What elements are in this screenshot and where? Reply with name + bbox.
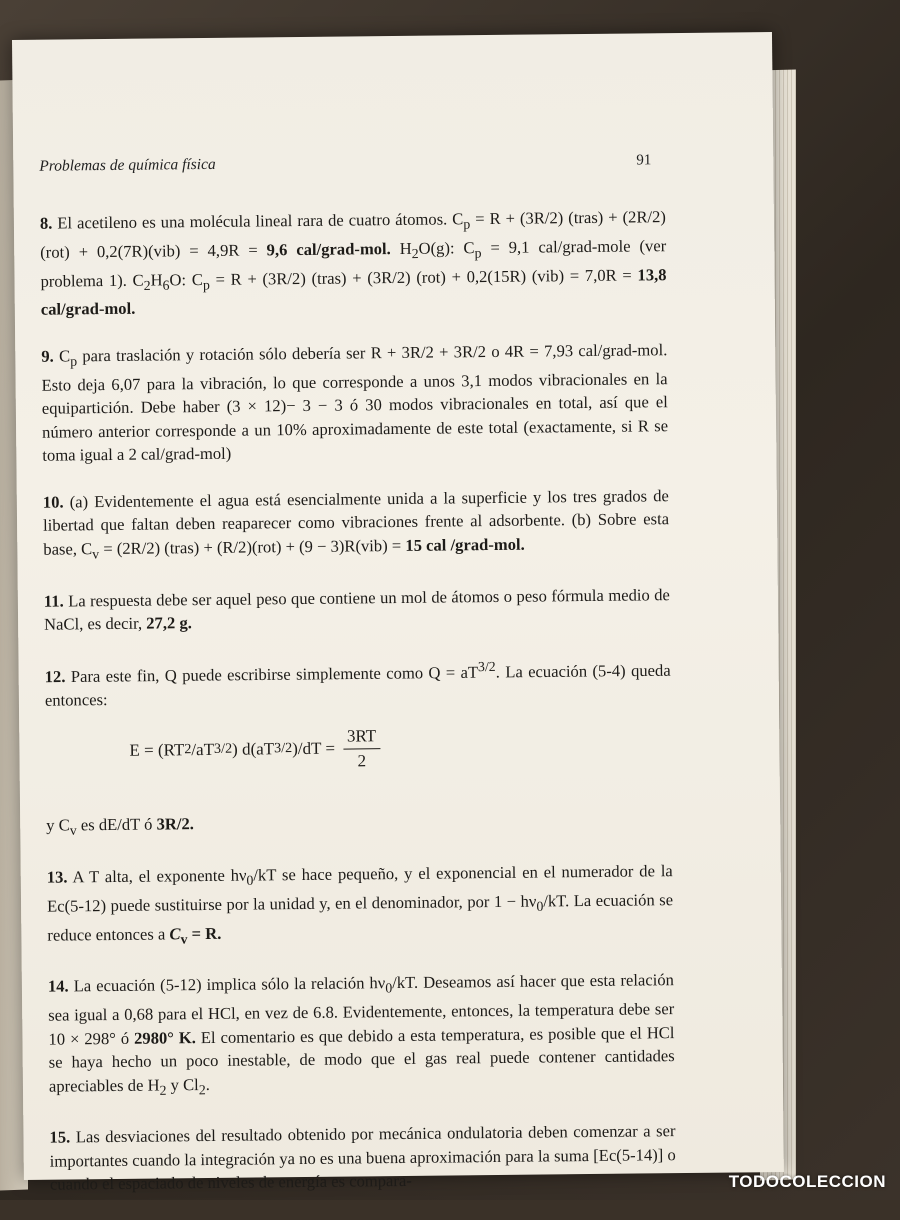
fraction: $\frac{3RT}{2}$ [343,724,381,772]
problem-9: 9. $C_p$ para traslación y rotación sólo debería ser R + 3R/2 + 3R/2 o 4R = 7,93 cal/grad-mol. Esto deja 6,07 para la vibración, lo que corresponde a unos 3,1 modos vibracionales en la equipartición. Debe haber (3 × 12)− 3 − 3 ó 30 modos vibracionales en total, así que el número anterior corresponde a un 10% aproximadamente de este total (exactamente, si R se toma igual a 2 cal/grad-mol) [41,340,669,465]
equation-energy: E = (RT 2 /aT 3/2 ) d(aT 3/2 )/dT = $\frac{3RT}{2}$ [129,721,671,775]
problem-10: 10. (a) Evidentemente el agua está esencialmente unida a la superficie y los tres grados de libertad que faltan deben reaparecer como vibraciones frente al adsorbente. (b) Sobre esta base, $C_v = (2R/2)$ (tras) + (R/2)(rot) + (9 − 3)R(vib) = 15 cal /grad-mol. [42,485,670,562]
problem-12: 12. Para este fin, Q puede escribirse simplemente como $Q = aT^{3/2}$. La ecuación (5-4) queda entonces: [44,658,671,710]
watermark: TODOCOLECCION [728,1172,886,1191]
running-header [39,151,651,175]
page-body [40,205,677,1219]
problem-11: 11. La respuesta debe ser aquel peso que contiene un mol de átomos o peso fórmula medio de NaCl, es decir, 27,2 g. [43,584,670,634]
book-page [12,32,784,1195]
problem-14: 14. La ecuación (5-12) implica sólo la relación $h\nu_0/kT$. Deseamos así hacer que esta relación sea igual a 0,68 para el HCl, en vez de 6.8. Evidentemente, entonces, la temperatura debe ser 10 × 298° ó 2980° K. El comentario es que debido a esta temperatura, es posible que el HCl se haya hecho un poco inestable, de modo que el gas real puede contener cantidades apreciables de $H_2$ y $Cl_2$. [47,970,675,1098]
problem-13: 13. A T alta, el exponente $h\nu_0/kT$ se hace pequeño, y el exponencial en el numerador de la Ec(5-12) puede sustituirse por la unidad y, en el denominador, por $1 - h\nu_0/kT$. La ecuación se reduce entonces a $C_v = R$. [46,861,674,947]
problem-12-result: y $C_v$ es dE/dT ó 3R/2. [46,814,194,838]
header-title: Problemas de química física [39,155,216,175]
problem-15: 15. Las desviaciones del resultado obtenido por mecánica ondulatoria deben comenzar a ser importantes cuando la integración ya no es una buena aproximación para la suma [Ec(5-14)] o cuando el espaciado de niveles de energía es compara- [49,1121,676,1195]
page-number: 91 [636,152,652,169]
problem-8: 8. El acetileno es una molécula lineal rara de cuatro átomos. $C_p = R + (3R/2)$ (tras) + (2R/2)(rot) + 0,2(7R)(vib) = 4,9R = 9,6 cal/grad-mol. $H_2O(g)$: $C_p = 9,1$ cal/grad-mole (ver problema 1). $C_2H_6O$: $C_p = R + (3R/2)$ (tras) + (3R/2) (rot) + 0,2(15R) (vib) = 7,0R = 13,8 cal/grad-mol. [39,207,667,320]
